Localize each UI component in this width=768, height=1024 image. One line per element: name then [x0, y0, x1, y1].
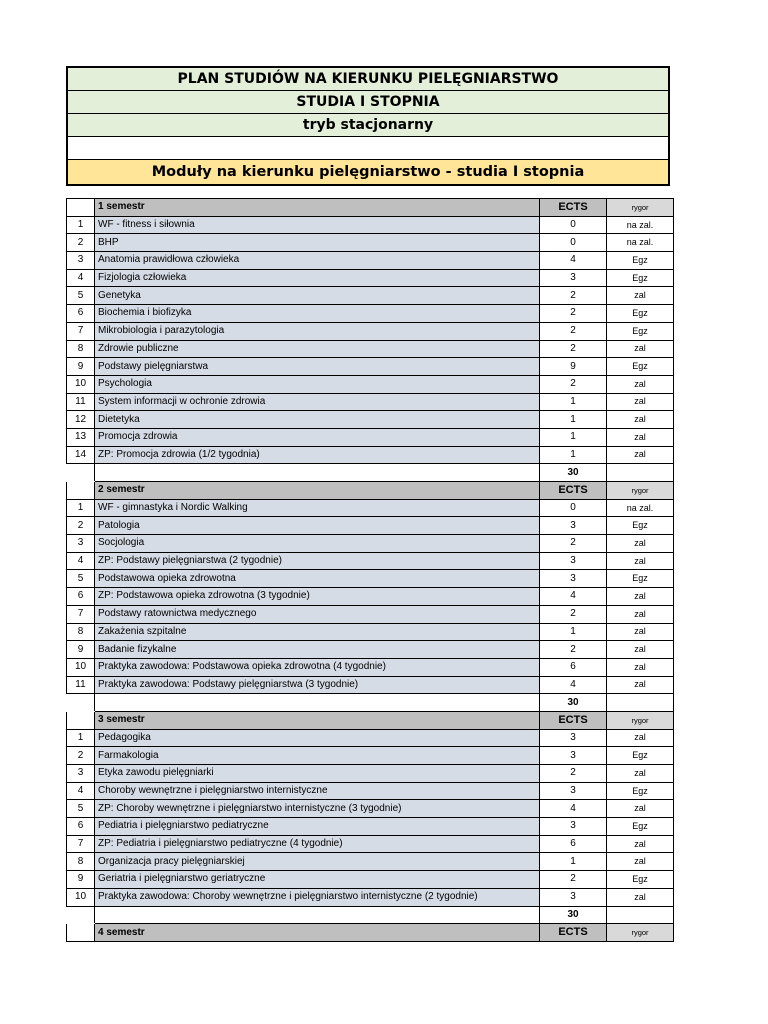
module-name: Dietetyka: [95, 411, 540, 429]
row-number-cell: [67, 694, 95, 712]
row-number: 9: [67, 358, 95, 376]
table-row: [67, 552, 674, 570]
row-number: 1: [67, 216, 95, 234]
rygor-value: Egz: [607, 252, 674, 270]
rygor-value: zal: [607, 729, 674, 747]
module-name: Genetyka: [95, 287, 540, 305]
row-number: 1: [67, 729, 95, 747]
table-row: [67, 322, 674, 340]
module-name: ZP: Podstawy pielęgniarstwa (2 tygodnie): [95, 552, 540, 570]
row-number: 5: [67, 570, 95, 588]
table-row: [67, 216, 674, 234]
ects-value: 3: [540, 729, 607, 747]
ects-column-header: ECTS: [540, 199, 607, 217]
rygor-value: Egz: [607, 782, 674, 800]
row-number: 9: [67, 871, 95, 889]
ects-value: 3: [540, 888, 607, 906]
ects-value: 0: [540, 499, 607, 517]
ects-value: 0: [540, 216, 607, 234]
rygor-value: zal: [607, 287, 674, 305]
row-number-cell: [67, 464, 95, 482]
semester-title: 4 semestr: [95, 924, 540, 942]
module-name: Badanie fizykalne: [95, 641, 540, 659]
rygor-value: zal: [607, 552, 674, 570]
semester-header-row: [67, 924, 674, 942]
module-name: Farmakologia: [95, 747, 540, 765]
ects-column-header: ECTS: [540, 711, 607, 729]
module-name: Podstawowa opieka zdrowotna: [95, 570, 540, 588]
row-number: 1: [67, 499, 95, 517]
ects-column-header: ECTS: [540, 482, 607, 500]
table-row: [67, 818, 674, 836]
ects-value: 2: [540, 871, 607, 889]
empty-cell: [607, 906, 674, 924]
rygor-value: na zal.: [607, 216, 674, 234]
module-name: Socjologia: [95, 535, 540, 553]
table-row: [67, 588, 674, 606]
row-number: 3: [67, 765, 95, 783]
row-number: 8: [67, 853, 95, 871]
module-name: WF - fitness i siłownia: [95, 216, 540, 234]
rygor-value: Egz: [607, 358, 674, 376]
rygor-value: Egz: [607, 570, 674, 588]
row-number: 7: [67, 835, 95, 853]
module-name: ZP: Pediatria i pielęgniarstwo pediatryczne (4 tygodnie): [95, 835, 540, 853]
module-name: Fizjologia człowieka: [95, 269, 540, 287]
table-row: [67, 765, 674, 783]
ects-value: 1: [540, 623, 607, 641]
row-number: 5: [67, 287, 95, 305]
rygor-value: zal: [607, 588, 674, 606]
rygor-value: zal: [607, 340, 674, 358]
blank-row: [68, 137, 668, 160]
ects-value: 2: [540, 375, 607, 393]
ects-value: 2: [540, 605, 607, 623]
row-number: 7: [67, 322, 95, 340]
row-number: 14: [67, 446, 95, 464]
module-name: Biochemia i biofizyka: [95, 305, 540, 323]
rygor-value: Egz: [607, 517, 674, 535]
row-number: 7: [67, 605, 95, 623]
ects-value: 0: [540, 234, 607, 252]
table-row: [67, 305, 674, 323]
table-row: [67, 641, 674, 659]
table-row: [67, 658, 674, 676]
module-name: Promocja zdrowia: [95, 428, 540, 446]
table-row: [67, 800, 674, 818]
module-name: Podstawy pielęgniarstwa: [95, 358, 540, 376]
ects-total: 30: [540, 464, 607, 482]
study-mode: tryb stacjonarny: [68, 114, 668, 137]
rygor-value: zal: [607, 835, 674, 853]
row-number: 3: [67, 535, 95, 553]
table-row: [67, 517, 674, 535]
row-number: 6: [67, 818, 95, 836]
ects-value: 6: [540, 658, 607, 676]
row-number-cell: [67, 924, 95, 942]
module-name: Patologia: [95, 517, 540, 535]
ects-value: 4: [540, 588, 607, 606]
row-number: 4: [67, 552, 95, 570]
row-number: 4: [67, 269, 95, 287]
ects-value: 1: [540, 446, 607, 464]
semester-header-row: [67, 711, 674, 729]
table-row: [67, 835, 674, 853]
row-number: 5: [67, 800, 95, 818]
rygor-value: zal: [607, 411, 674, 429]
module-name: ZP: Choroby wewnętrzne i pielęgniarstwo internistyczne (3 tygodnie): [95, 800, 540, 818]
module-name: Podstawy ratownictwa medycznego: [95, 605, 540, 623]
row-number: 11: [67, 393, 95, 411]
rygor-column-header: rygor: [607, 924, 674, 942]
module-name: System informacji w ochronie zdrowia: [95, 393, 540, 411]
ects-value: 4: [540, 800, 607, 818]
row-number: 6: [67, 588, 95, 606]
row-number: 4: [67, 782, 95, 800]
semester-header-row: [67, 199, 674, 217]
rygor-value: Egz: [607, 322, 674, 340]
empty-cell: [607, 464, 674, 482]
table-row: [67, 393, 674, 411]
table-row: [67, 782, 674, 800]
rygor-value: zal: [607, 393, 674, 411]
row-number: 6: [67, 305, 95, 323]
module-name: Mikrobiologia i parazytologia: [95, 322, 540, 340]
table-row: [67, 888, 674, 906]
table-row: [67, 428, 674, 446]
row-number: 8: [67, 340, 95, 358]
row-number: 2: [67, 234, 95, 252]
table-row: [67, 358, 674, 376]
semester-title: 3 semestr: [95, 711, 540, 729]
rygor-value: zal: [607, 623, 674, 641]
row-number: 10: [67, 375, 95, 393]
empty-cell: [95, 694, 540, 712]
ects-value: 3: [540, 552, 607, 570]
table-row: [67, 499, 674, 517]
ects-value: 9: [540, 358, 607, 376]
rygor-value: zal: [607, 605, 674, 623]
row-number-cell: [67, 482, 95, 500]
module-name: WF - gimnastyka i Nordic Walking: [95, 499, 540, 517]
rygor-value: zal: [607, 853, 674, 871]
ects-value: 3: [540, 570, 607, 588]
module-name: BHP: [95, 234, 540, 252]
table-row: [67, 853, 674, 871]
ects-value: 2: [540, 287, 607, 305]
ects-value: 2: [540, 340, 607, 358]
ects-value: 3: [540, 782, 607, 800]
ects-value: 1: [540, 411, 607, 429]
table-row: [67, 234, 674, 252]
semester-header-row: [67, 482, 674, 500]
table-row: [67, 411, 674, 429]
table-row: [67, 605, 674, 623]
ects-column-header: ECTS: [540, 924, 607, 942]
semester-total-row: [67, 694, 674, 712]
module-name: Praktyka zawodowa: Podstawy pielęgniarstwa (3 tygodnie): [95, 676, 540, 694]
table-row: [67, 729, 674, 747]
module-name: Geriatria i pielęgniarstwo geriatryczne: [95, 871, 540, 889]
rygor-value: Egz: [607, 269, 674, 287]
row-number: 10: [67, 888, 95, 906]
rygor-column-header: rygor: [607, 199, 674, 217]
ects-value: 3: [540, 747, 607, 765]
module-name: Choroby wewnętrzne i pielęgniarstwo internistyczne: [95, 782, 540, 800]
ects-value: 4: [540, 676, 607, 694]
plan-title-block: [66, 66, 670, 186]
row-number: 9: [67, 641, 95, 659]
rygor-value: zal: [607, 446, 674, 464]
ects-value: 2: [540, 641, 607, 659]
rygor-column-header: rygor: [607, 711, 674, 729]
ects-value: 2: [540, 305, 607, 323]
rygor-value: Egz: [607, 818, 674, 836]
module-name: Praktyka zawodowa: Choroby wewnętrzne i pielęgniarstwo internistyczne (2 tygodnie): [95, 888, 540, 906]
row-number: 2: [67, 517, 95, 535]
row-number: 11: [67, 676, 95, 694]
module-name: Pediatria i pielęgniarstwo pediatryczne: [95, 818, 540, 836]
row-number: 2: [67, 747, 95, 765]
semester-total-row: [67, 464, 674, 482]
row-number: 10: [67, 658, 95, 676]
ects-value: 2: [540, 322, 607, 340]
table-row: [67, 871, 674, 889]
row-number-cell: [67, 199, 95, 217]
rygor-value: Egz: [607, 747, 674, 765]
module-name: Zakażenia szpitalne: [95, 623, 540, 641]
ects-value: 6: [540, 835, 607, 853]
table-row: [67, 269, 674, 287]
module-name: Praktyka zawodowa: Podstawowa opieka zdrowotna (4 tygodnie): [95, 658, 540, 676]
semester-total-row: [67, 906, 674, 924]
ects-value: 3: [540, 517, 607, 535]
empty-cell: [95, 464, 540, 482]
semester-title: 2 semestr: [95, 482, 540, 500]
modules-table-body: [67, 199, 674, 942]
table-row: [67, 623, 674, 641]
ects-value: 2: [540, 765, 607, 783]
rygor-column-header: rygor: [607, 482, 674, 500]
module-name: ZP: Podstawowa opieka zdrowotna (3 tygodnie): [95, 588, 540, 606]
table-row: [67, 287, 674, 305]
semester-title: 1 semestr: [95, 199, 540, 217]
rygor-value: zal: [607, 800, 674, 818]
ects-value: 2: [540, 535, 607, 553]
row-number: 8: [67, 623, 95, 641]
table-row: [67, 340, 674, 358]
ects-value: 3: [540, 818, 607, 836]
table-row: [67, 535, 674, 553]
table-row: [67, 446, 674, 464]
rygor-value: zal: [607, 765, 674, 783]
ects-value: 4: [540, 252, 607, 270]
modules-table: [66, 198, 674, 942]
table-row: [67, 570, 674, 588]
ects-value: 1: [540, 428, 607, 446]
empty-cell: [607, 694, 674, 712]
rygor-value: na zal.: [607, 234, 674, 252]
module-name: Zdrowie publiczne: [95, 340, 540, 358]
ects-value: 3: [540, 269, 607, 287]
rygor-value: zal: [607, 676, 674, 694]
ects-total: 30: [540, 694, 607, 712]
module-name: Organizacja pracy pielęgniarskiej: [95, 853, 540, 871]
module-name: Pedagogika: [95, 729, 540, 747]
module-name: Etyka zawodu pielęgniarki: [95, 765, 540, 783]
rygor-value: zal: [607, 535, 674, 553]
ects-value: 1: [540, 853, 607, 871]
rygor-value: zal: [607, 375, 674, 393]
row-number: 12: [67, 411, 95, 429]
row-number: 3: [67, 252, 95, 270]
table-row: [67, 375, 674, 393]
table-row: [67, 676, 674, 694]
study-level: STUDIA I STOPNIA: [68, 91, 668, 114]
rygor-value: Egz: [607, 305, 674, 323]
table-row: [67, 747, 674, 765]
rygor-value: zal: [607, 428, 674, 446]
ects-total: 30: [540, 906, 607, 924]
module-name: Psychologia: [95, 375, 540, 393]
rygor-value: zal: [607, 641, 674, 659]
rygor-value: zal: [607, 888, 674, 906]
ects-value: 1: [540, 393, 607, 411]
modules-heading: Moduły na kierunku pielęgniarstwo - studia I stopnia: [68, 160, 668, 184]
row-number: 13: [67, 428, 95, 446]
rygor-value: Egz: [607, 871, 674, 889]
table-row: [67, 252, 674, 270]
row-number-cell: [67, 711, 95, 729]
module-name: ZP: Promocja zdrowia (1/2 tygodnia): [95, 446, 540, 464]
empty-cell: [95, 906, 540, 924]
rygor-value: na zal.: [607, 499, 674, 517]
module-name: Anatomia prawidłowa człowieka: [95, 252, 540, 270]
row-number-cell: [67, 906, 95, 924]
plan-title: PLAN STUDIÓW NA KIERUNKU PIELĘGNIARSTWO: [68, 68, 668, 91]
rygor-value: zal: [607, 658, 674, 676]
